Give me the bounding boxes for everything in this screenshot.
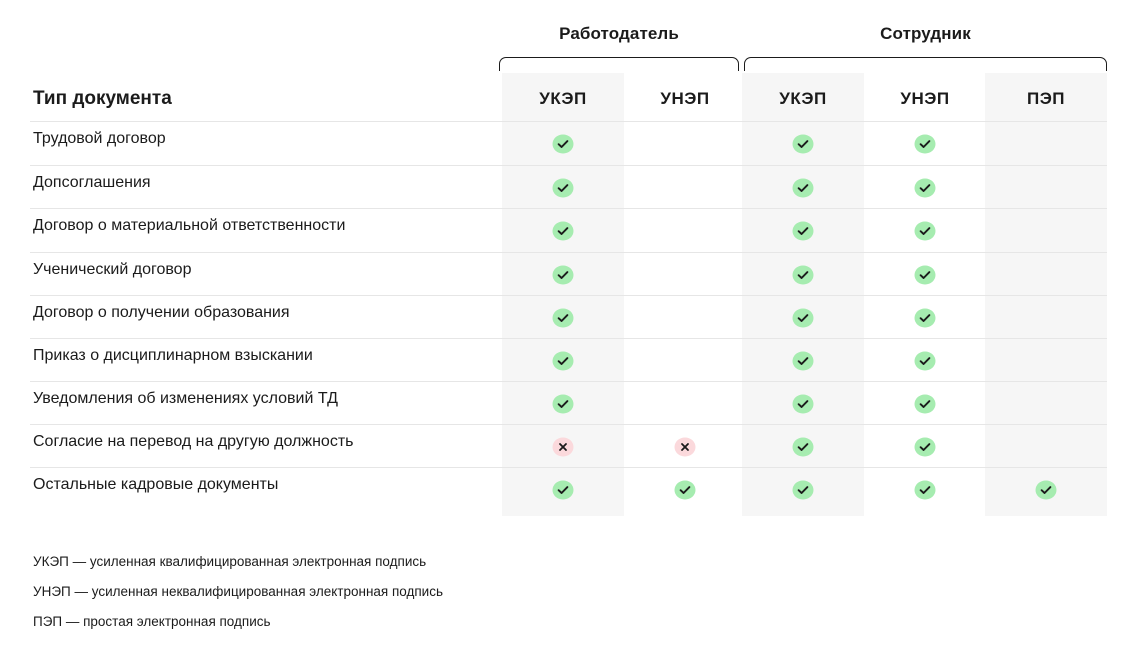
cross-icon-employer-ukep [552,436,574,458]
row-divider [30,208,1107,209]
table-row [0,165,1143,208]
row-label: Уведомления об изменениях условий ТД [33,390,338,407]
row-divider [30,381,1107,382]
row-divider [30,252,1107,253]
row-label: Согласие на перевод на другую должность [33,433,354,450]
check-icon-employer-ukep [552,264,574,286]
check-icon-employee-ukep [792,220,814,242]
column-header-employee-pep: ПЭП [1026,89,1066,108]
check-icon-employer-ukep [552,350,574,372]
table-row [0,424,1143,467]
check-icon-employee-ukep [792,393,814,415]
check-icon-employee-unep [914,350,936,372]
cross-icon-employer-unep [674,436,696,458]
check-icon-employee-unep [914,220,936,242]
legend-ukep: УКЭП — усиленная квалифицированная электронная подпись [33,554,427,569]
check-icon-employee-ukep [792,307,814,329]
row-label: Остальные кадровые документы [33,476,279,493]
group-title-employer: Работодатель [559,24,679,43]
group-bracket-employee [744,57,1107,71]
row-divider [30,338,1107,339]
table-row [0,295,1143,338]
column-header-employer-ukep: УКЭП [539,89,587,108]
row-label: Ученический договор [33,261,192,278]
check-icon-employee-unep [914,264,936,286]
check-icon-employer-ukep [552,177,574,199]
row-divider [30,165,1107,166]
document-type-header: Тип документа [33,88,172,109]
check-icon-employee-unep [914,307,936,329]
check-icon-employee-unep [914,479,936,501]
column-header-employer-unep: УНЭП [660,89,710,108]
check-icon-employee-ukep [792,479,814,501]
row-divider [30,121,1107,122]
legend-unep: УНЭП — усиленная неквалифицированная электронная подпись [33,584,443,599]
table-row [0,252,1143,295]
row-label: Трудовой договор [33,130,166,147]
check-icon-employee-ukep [792,264,814,286]
group-bracket-employer [499,57,739,71]
check-icon-employee-unep [914,393,936,415]
table-row [0,208,1143,251]
check-icon-employer-ukep [552,307,574,329]
legend-pep: ПЭП — простая электронная подпись [33,614,271,629]
check-icon-employer-unep [674,479,696,501]
check-icon-employee-unep [914,436,936,458]
row-divider [30,424,1107,425]
row-divider [30,467,1107,468]
row-label: Договор о получении образования [33,304,290,321]
column-header-employee-ukep: УКЭП [779,89,827,108]
check-icon-employee-unep [914,177,936,199]
check-icon-employer-ukep [552,479,574,501]
table-row [0,381,1143,424]
row-label: Договор о материальной ответственности [33,217,346,234]
check-icon-employee-ukep [792,436,814,458]
check-icon-employee-pep [1035,479,1057,501]
check-icon-employee-ukep [792,177,814,199]
row-label: Приказ о дисциплинарном взыскании [33,347,313,364]
check-icon-employee-unep [914,133,936,155]
row-divider [30,295,1107,296]
check-icon-employer-ukep [552,393,574,415]
check-icon-employee-ukep [792,133,814,155]
row-label: Допсоглашения [33,174,151,191]
table-row [0,121,1143,164]
check-icon-employer-ukep [552,220,574,242]
check-icon-employee-ukep [792,350,814,372]
group-title-employee: Сотрудник [880,24,971,43]
table-row [0,338,1143,381]
check-icon-employer-ukep [552,133,574,155]
column-header-employee-unep: УНЭП [900,89,950,108]
table-row [0,467,1143,510]
